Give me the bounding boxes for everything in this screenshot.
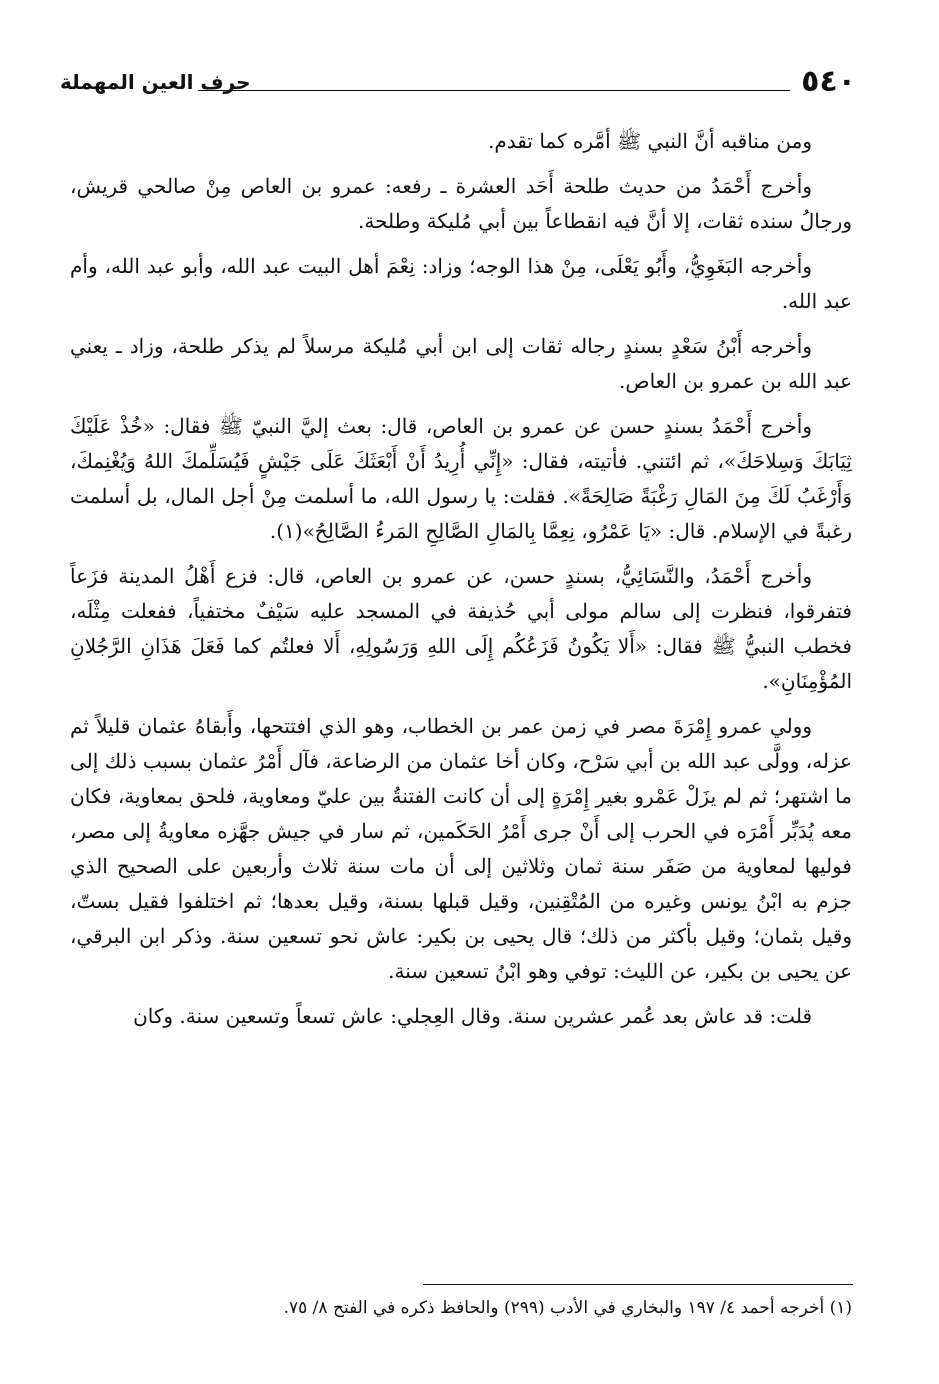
- running-title: حرف العين المهملة: [60, 70, 251, 94]
- paragraph-2: وأخرج أَحْمَدُ من حديث طلحة أَحَد العشرة ـ رفعه: عمرو بن العاص مِنْ صالحي قريش، ورجالُ سنده ثقات، إلا أنَّ فيه انقطاعاً بين أبي مُليكة وطلحة.: [70, 174, 852, 233]
- footnote-rule: [423, 1284, 853, 1285]
- paragraph-7: وولي عمرو إِمْرَةَ مصر في زمن عمر بن الخطاب، وهو الذي افتتحها، وأَبقاهُ عثمان قليلاً ثم عزله، وولَّى عبد الله بن أبي سَرْح، وكان أخا عثمان من الرضاعة، فآل أَمْرُ عثمان بسبب ذلك إلى ما اشتهر؛ ثم لم يزَلْ عَمْرو بغير إِمْرَةٍ إلى أن كانت الفتنةُ بين عليّ ومعاوية، فلحق بمعاوية، فكان معه يُدَبِّر أَمْرَه في الحرب إلى أَنْ جرى أَمْرُ الحَكَمين، ثم سار في جيش جهَّزه معاويةُ إلى مصر، فوليها لمعاوية من صَفَر سنة ثمان وثلاثين إلى أن مات سنة ثلاث وأربعين على الصحيح الذي جزم به ابْنُ يونس وغيره من المُتْقِنين، وقيل قبلها بسنة، وقيل بعدها؛ ثم اختلفوا فقيل بستّ، وقيل بثمان؛ وقيل بأكثر من ذلك؛ قال يحيى بن بكير: عاش نحو تسعين سنة. وذكر ابن البرقي، عن يحيى بن بكير، عن الليث: توفي وهو ابْنُ تسعين سنة.: [70, 714, 852, 983]
- paragraph-3: وأخرجه البَغَوِيُّ، وأَبُو يَعْلَى، مِنْ هذا الوجه؛ وزاد: نِعْمَ أهل البيت عبد الله، وأبو عبد الله، وأم عبد الله.: [70, 254, 852, 313]
- main-text: [70, 124, 852, 1044]
- paragraph-6: وأخرج أَحْمَدُ، والنَّسَائِيُّ، بسندٍ حسن، عن عمرو بن العاص، قال: فزع أَهْلُ المدينة فزَعاً فتفرقوا، فنظرت إلى سالم مولى أبي حُذيفة في المسجد عليه سَيْفٌ مختفياً، ففعلت مِثْلَه، فخطب النبيُّ ﷺ فقال: «أَلا يَكُونُ فَزَعُكُم إِلَى اللهِ وَرَسُولِهِ، أَلا فعلتُم كما فَعَلَ هَذَانِ الرَّجُلانِ المُؤْمِنَانِ».: [70, 564, 852, 693]
- paragraph-8: قلت: قد عاش بعد عُمر عشرين سنة. وقال العِجلي: عاش تسعاً وتسعين سنة. وكان: [133, 1004, 812, 1028]
- header-rule: [198, 90, 790, 91]
- footnote: (١) أخرجه أحمد ٤/ ١٩٧ والبخاري في الأدب (٢٩٩) والحافظ ذكره في الفتح ٨/ ٧٥.: [283, 1298, 852, 1318]
- paragraph-4: وأخرجه أَبْنُ سَعْدٍ بسندٍ رجاله ثقات إلى ابن أبي مُليكة مرسلاً لم يذكر طلحة، وزاد ـ يعني عبد الله بن عمرو بن العاص.: [70, 334, 852, 393]
- paragraph-5: وأخرج أَحْمَدُ بسندٍ حسن عن عمرو بن العاص، قال: بعث إليَّ النبيّ ﷺ فقال: «خُذْ عَلَيْكَ ثِيَابَكَ وَسِلاحَكَ»، ثم ائتني. فأتيته، فقال: «إِنِّي أُرِيدُ أَنْ أَبْعَثَكَ عَلَى جَيْشٍ فَيُسَلِّمكَ اللهُ وَيُغْنِمكَ، وَأَرْغَبُ لَكَ مِنَ المَالِ رَغْبَةً صَالِحَةً». فقلت: يا رسول الله، ما أسلمت مِنْ أجل المال، بل أسلمت رغبةً في الإسلام. قال: «يَا عَمْرُو، نِعِمَّا بِالمَالِ الصَّالِحِ المَرءُ الصَّالِحُ»(١).: [70, 414, 852, 543]
- page-number: ٥٤٠: [801, 64, 856, 99]
- page-header: [60, 62, 856, 102]
- paragraph-1: ومن مناقبه أنَّ النبي ﷺ أمَّره كما تقدم.: [488, 129, 812, 153]
